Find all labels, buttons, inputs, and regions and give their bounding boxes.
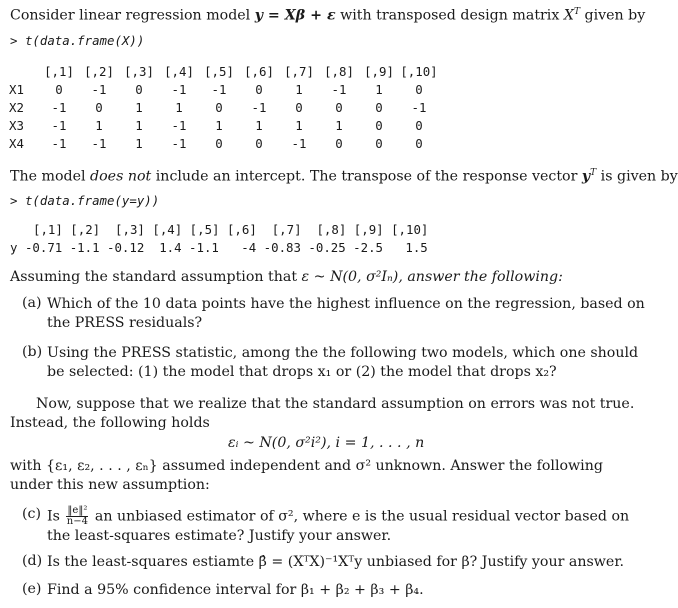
matrix-row-label: X2 (9, 99, 24, 115)
matrix-cell: 1 (215, 117, 223, 133)
question-e-label: (e) (22, 581, 42, 597)
matrix-col-header: [,6] (244, 63, 274, 79)
matrix-col-header: [,1] (44, 63, 74, 79)
with-paragraph: with {ε₁, ε₂, . . . , εₙ} assumed independent and σ² unknown. Answer the following under this new assumption: (10, 458, 603, 493)
matrix-cell: 0 (295, 99, 303, 115)
matrix-cell: 1 (135, 99, 143, 115)
matrix-cell: 0 (255, 81, 263, 97)
matrix-cell: 0 (375, 117, 383, 133)
matrix-col-header: [,2] (84, 63, 114, 79)
matrix-cell: 0 (335, 135, 343, 151)
note-part2: include an intercept. The transpose of the response vector (155, 168, 578, 185)
matrix-cell: -1 (171, 135, 187, 151)
question-b-text: Using the PRESS statistic, among the the following two models, which one should be selected: (1) the model that drops x₁ or (2) the model that drops x₂? (47, 345, 639, 380)
matrix-cell: 0 (135, 81, 143, 97)
matrix-cell: 1 (335, 117, 343, 133)
matrix-cell: 0 (415, 135, 423, 151)
assumption-line (10, 268, 563, 286)
matrix-cell: 1 (175, 99, 183, 115)
matrix-cell: -1 (171, 81, 187, 97)
question-c-text (47, 506, 647, 546)
now-paragraph: Now, suppose that we realize that the standard assumption on errors was not true. Instead, the following holds (10, 396, 635, 431)
question-a-label: (a) (22, 295, 42, 311)
matrix-col-header: [,5] (204, 63, 234, 79)
matrix-cell: 0 (375, 135, 383, 151)
model-equation: y = Xβ + ε (254, 7, 336, 24)
matrix-cell: -1 (331, 81, 347, 97)
assumption-text: Assuming the standard assumption that (10, 269, 298, 285)
code-command-2 (10, 193, 159, 209)
command-text: t(data.frame(X)) (24, 33, 145, 48)
matrix-cell: 1 (295, 81, 303, 97)
matrix-row (9, 116, 439, 134)
y-row-values: -0.71 -1.1 -0.12 1.4 -1.1 -4 -0.83 -0.25 -2.5 1.5 (24, 240, 428, 255)
note-part1: The model (10, 168, 86, 185)
question-e-text: Find a 95% confidence interval for β₁ + β₂ + β₃ + β₄. (47, 582, 424, 598)
matrix-cell: -1 (51, 135, 67, 151)
matrix-col-header: [,9] (364, 63, 394, 79)
matrix-cell: 0 (415, 117, 423, 133)
intro-line: Consider linear regression model y = Xβ + ε with transposed design matrix $X^T$ given by (10, 7, 646, 24)
matrix-cell: -1 (51, 99, 67, 115)
fraction-denominator: n−4 (66, 516, 88, 527)
question-b-label: (b) (22, 344, 43, 360)
matrix-cell: 0 (215, 99, 223, 115)
matrix-cell: 0 (375, 99, 383, 115)
response-symbol: y (581, 168, 591, 185)
matrix-col-header: [,3] (124, 63, 154, 79)
matrix-cell: -1 (171, 117, 187, 133)
matrix-cell: -1 (91, 135, 107, 151)
matrix-col-header: [,7] (284, 63, 314, 79)
matrix-cell: 1 (95, 117, 103, 133)
question-c-rest: an unbiased estimator of σ², where e is the usual residual vector based on the least-squares estimate? Justify your answer. (47, 508, 630, 544)
command-text-2: t(data.frame(y=y)) (24, 193, 160, 208)
matrix-row (9, 134, 439, 152)
model-note: The model does not include an intercept. The transpose of the response vector $y^T$ is given by (10, 168, 678, 185)
code-command-1 (10, 33, 144, 49)
intro-text-before: Consider linear regression model (10, 7, 251, 24)
matrix-cell: 0 (215, 135, 223, 151)
intro-text-end: given by (584, 7, 646, 24)
matrix-symbol: X (563, 7, 574, 24)
assumption-formula: ε ~ N(0, σ²Iₙ), answer the following: (301, 269, 563, 285)
question-d-text: Is the least-squares estiamte β̂ = (XᵀX)⁻¹Xᵀy unbiased for β? Justify your answer. (47, 554, 625, 570)
intro-text-after: with transposed design matrix (340, 7, 560, 24)
matrix-cell: -1 (251, 99, 267, 115)
question-d-label: (d) (22, 553, 43, 569)
question-a-text: Which of the 10 data points have the highest influence on the regression, based on the PRESS residuals? (47, 296, 645, 331)
matrix-col-header: [,10] (400, 63, 438, 79)
error-distribution-equation: εᵢ ~ N(0, σ²i²), i = 1, . . . , n (228, 435, 425, 451)
question-c-pre: Is (47, 508, 60, 525)
matrix-row (9, 98, 439, 116)
y-values-row (10, 240, 428, 256)
note-emphasis: does not (90, 168, 152, 185)
matrix-cell: 0 (255, 135, 263, 151)
design-matrix-table (9, 62, 439, 152)
matrix-col-header: [,4] (164, 63, 194, 79)
matrix-col-header: [,8] (324, 63, 354, 79)
matrix-cell: 0 (55, 81, 63, 97)
fraction-numerator: ‖e‖² (67, 505, 88, 516)
y-row-label: y (10, 240, 18, 255)
matrix-body (9, 80, 439, 152)
matrix-cell: -1 (51, 117, 67, 133)
matrix-cell: 1 (255, 117, 263, 133)
matrix-header-row (9, 62, 439, 80)
matrix-row-label: X4 (9, 135, 24, 151)
matrix-cell: 1 (135, 117, 143, 133)
matrix-cell: -1 (291, 135, 307, 151)
matrix-row (9, 80, 439, 98)
prompt-2: > (10, 193, 18, 208)
matrix-row-label: X3 (9, 117, 24, 133)
note-part3: is given by (600, 168, 678, 185)
matrix-cell: 0 (95, 99, 103, 115)
matrix-row-label: X1 (9, 81, 24, 97)
matrix-cell: 0 (415, 81, 423, 97)
matrix-cell: 0 (335, 99, 343, 115)
matrix-cell: 1 (135, 135, 143, 151)
question-c-label: (c) (22, 506, 42, 522)
matrix-cell: -1 (91, 81, 107, 97)
prompt: > (10, 33, 18, 48)
matrix-cell: 1 (375, 81, 383, 97)
matrix-cell: 1 (295, 117, 303, 133)
matrix-cell: -1 (211, 81, 227, 97)
fraction (66, 506, 88, 527)
y-header-row: [,1] [,2] [,3] [,4] [,5] [,6] [,7] [,8] [,9] [,10] (33, 222, 429, 237)
matrix-cell: -1 (411, 99, 427, 115)
